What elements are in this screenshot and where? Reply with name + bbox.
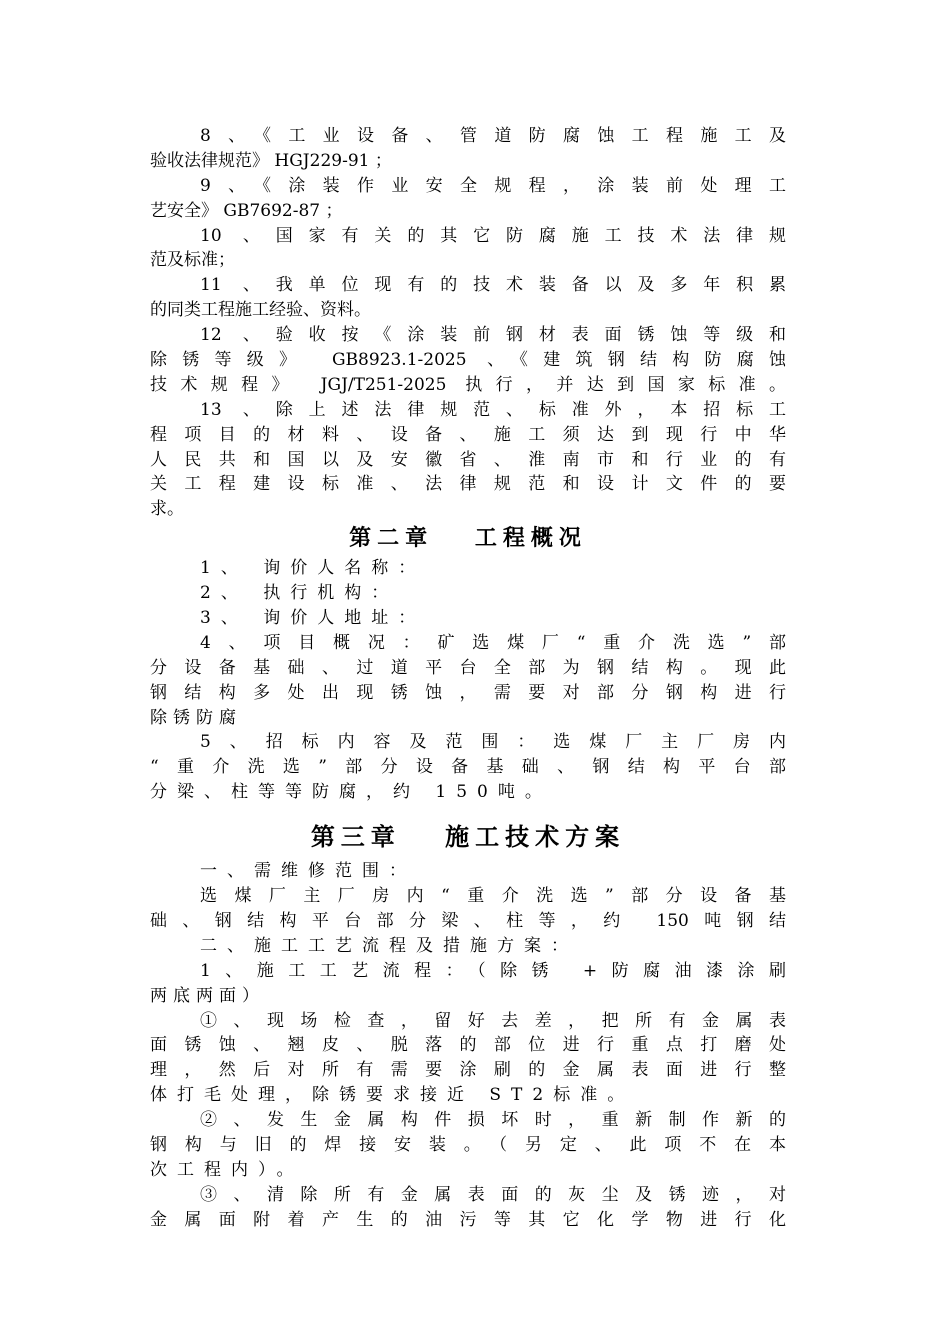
standard-item-13-line-2: 程项目的材料、设备、施工须达到现行中华 (150, 424, 786, 445)
chapter-3-process-item-1-line-2: 两底两面） (150, 985, 265, 1006)
chapter-2-body (150, 556, 786, 805)
standards-list (150, 124, 786, 522)
standard-item-13-line-5: 求。 (150, 499, 184, 520)
chapter-2-item-4-line-4: 除锈防腐 (150, 707, 242, 728)
chapter-2-item-3: 3、 询价人地址： (200, 608, 426, 629)
chapter-2-item-4-line-2: 分设备基础、过道平台全部为钢结构。现此 (150, 657, 786, 678)
chapter-2-item-4-line-3: 钢结构多处出现锈蚀，需要对部分钢构进行 (150, 682, 786, 703)
standard-item-13-line-3: 人民共和国以及安徽省、淮南市和行业的有 (150, 449, 786, 470)
chapter-3-step-2-line-2: 钢构与旧的焊接安装。（另定、此项不在本 (150, 1134, 786, 1155)
chapter-3-title: 第三章 施工技术方案 (310, 823, 626, 852)
chapter-3-body (150, 859, 786, 1232)
chapter-3-process-heading: 二、施工工艺流程及措施方案： (200, 935, 578, 956)
standard-item-8-line-2: 验收法律规范》 HGJ229-91 ； (150, 150, 392, 171)
chapter-3-step-1-line-1: ①、现场检查，留好去差，把所有金属表 (200, 1010, 786, 1031)
chapter-3-process-item-1-line-1: 1、施工工艺流程：（除锈 +防腐油漆涂刷 (200, 960, 786, 981)
chapter-3-step-1-line-2: 面锈蚀、翘皮、脱落的部位进行重点打磨处 (150, 1035, 786, 1056)
chapter-2-item-4-line-1: 4、项目概况：矿选煤厂“重介洗选”部 (200, 632, 786, 653)
chapter-2-item-5-line-1: 5、招标内容及范围：选煤厂主厂房内 (200, 732, 786, 753)
standard-item-13-line-1: 13 、除上述法律规范、标准外，本招标工 (200, 399, 786, 420)
chapter-2-item-5-line-3: 分梁、柱等等防腐，约 150吨。 (150, 782, 552, 803)
chapter-2-item-1: 1、 询价人名称： (200, 558, 426, 579)
standard-item-11-line-1: 11 、我单位现有的技术装备以及多年积累 (200, 275, 786, 296)
chapter-2-item-5-line-2: “重介洗选”部分设备基础、钢结构平台部 (150, 757, 786, 778)
standard-item-11-line-2: 的同类工程施工经验、资料。 (150, 300, 371, 321)
standard-item-12-line-1: 12 、验收按《涂装前钢材表面锈蚀等级和 (200, 325, 786, 346)
chapter-2-item-2: 2、 执行机构： (200, 583, 399, 604)
standard-item-12-line-3: 技术规程》 JGJ/T251-2025 执行，并达到国家标准。 (150, 374, 786, 395)
chapter-3-step-2-line-3: 次工程内）。 (150, 1159, 304, 1180)
chapter-3-step-3-line-1: ③、清除所有金属表面的灰尘及锈迹，对 (200, 1184, 786, 1205)
standard-item-9-line-1: 9、《涂装作业安全规程，涂装前处理工 (200, 175, 786, 196)
chapter-3-scope-line-1: 选煤厂主厂房内“重介洗选”部分设备基 (200, 886, 786, 907)
standard-item-12-line-2: 除锈等级》 GB8923.1-2025 、《建筑钢结构防腐蚀 (150, 350, 786, 371)
standard-item-13-line-4: 关工程建设标准、法律规范和设计文件的要 (150, 474, 786, 495)
chapter-3-step-2-line-1: ②、发生金属构件损坏时，重新制作新的 (200, 1110, 786, 1131)
chapter-3-step-1-line-4: 体打毛处理，除锈要求接近 ST2标准。 (150, 1085, 635, 1106)
chapter-3-step-1-line-3: 理，然后对所有需要涂刷的金属表面进行整 (150, 1060, 786, 1081)
chapter-3-scope-heading: 一、需维修范围： (200, 861, 416, 882)
chapter-3-scope-line-2: 础、钢结构平台部分梁、柱等，约 150吨钢结 (150, 910, 786, 931)
document-page (150, 124, 786, 1233)
standard-item-10-line-1: 10 、国家有关的其它防腐施工技术法律规 (200, 225, 786, 246)
chapter-3-step-3-line-2: 金属面附着产生的油污等其它化学物进行化 (150, 1209, 786, 1230)
standard-item-8-line-1: 8、《工业设备、管道防腐蚀工程施工及 (200, 126, 786, 146)
chapter-2-title: 第二章 工程概况 (349, 526, 587, 552)
standard-item-9-line-2: 艺安全》 GB7692-87 ； (150, 200, 343, 221)
standard-item-10-line-2: 范及标准； (150, 250, 235, 271)
